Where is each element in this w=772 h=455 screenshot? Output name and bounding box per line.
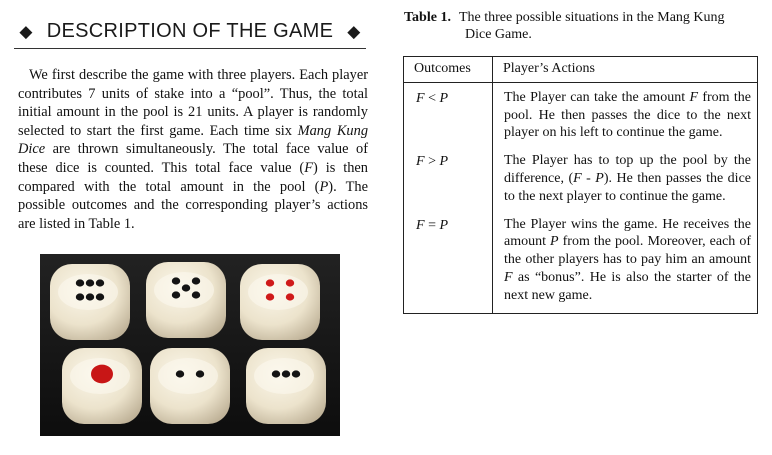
variable-p: P bbox=[319, 178, 329, 195]
die-pip bbox=[176, 370, 184, 377]
die-pip bbox=[286, 293, 294, 300]
action-cell bbox=[493, 146, 758, 209]
table-caption bbox=[404, 9, 760, 43]
die-6 bbox=[50, 264, 130, 340]
outcome-operator: = bbox=[424, 217, 440, 233]
die-pip bbox=[86, 293, 94, 300]
game-description-paragraph bbox=[18, 66, 368, 233]
table-row bbox=[404, 210, 758, 313]
die-highlight bbox=[58, 274, 118, 310]
paragraph-text-2: are thrown simultaneously. The total face value of these dice is counted. This total face value ( bbox=[18, 141, 368, 176]
die-4 bbox=[240, 264, 320, 340]
die-pip bbox=[182, 284, 190, 291]
outcome-f: F bbox=[416, 154, 425, 170]
action-text: The Player has to top up the pool by the difference, ( bbox=[504, 153, 751, 186]
die-pip bbox=[172, 291, 180, 298]
die-pip bbox=[266, 279, 274, 286]
action-variable: F bbox=[689, 89, 698, 105]
die-pip bbox=[172, 277, 180, 284]
section-title: DESCRIPTION OF THE GAME bbox=[46, 19, 334, 42]
action-variable: P bbox=[550, 234, 559, 250]
outcome-operator: > bbox=[424, 154, 440, 170]
paragraph-text-3: ) is then compared with the total amount in the pool ( bbox=[18, 159, 368, 195]
header-actions: Player’s Actions bbox=[493, 57, 758, 83]
caption-line-1: The three possible situations in the Mang Kung bbox=[458, 10, 725, 25]
die-pip bbox=[196, 370, 204, 377]
section-heading bbox=[14, 14, 366, 49]
die-pip bbox=[286, 279, 294, 286]
variable-f: F bbox=[304, 159, 314, 176]
action-text: as “bonus”. He is also the starter of the next new game. bbox=[504, 269, 751, 303]
die-pip bbox=[76, 293, 84, 300]
die-pip bbox=[266, 293, 274, 300]
die-highlight bbox=[248, 274, 308, 310]
table-header-row bbox=[404, 57, 758, 83]
outcome-p: P bbox=[439, 90, 449, 106]
table-row bbox=[404, 146, 758, 209]
action-text: The Player can take the amount bbox=[504, 89, 690, 105]
dice-photo bbox=[40, 254, 340, 436]
outcome-cell bbox=[404, 82, 493, 146]
die-pip bbox=[76, 279, 84, 286]
die-pip bbox=[282, 370, 290, 377]
table-number: Table 1. bbox=[404, 10, 451, 25]
action-cell bbox=[493, 210, 758, 313]
die-pip bbox=[96, 293, 104, 300]
die-5 bbox=[146, 262, 226, 338]
paragraph-text-1: We first describe the game with three players. Each player contributes 7 units of stake into a “pool”. Thus, the total initial amount in the pool is 21 units. A player is randomly selected to start the first game. Each time six bbox=[18, 67, 368, 139]
outcome-f: F bbox=[416, 90, 425, 106]
die-pip bbox=[192, 291, 200, 298]
outcomes-table bbox=[403, 56, 758, 314]
die-2 bbox=[150, 348, 230, 424]
die-pip bbox=[91, 365, 113, 384]
header-outcomes: Outcomes bbox=[404, 57, 493, 83]
die-1 bbox=[62, 348, 142, 424]
outcome-p: P bbox=[439, 154, 449, 170]
die-pip bbox=[96, 279, 104, 286]
outcome-operator: < bbox=[424, 90, 440, 106]
dice-name: Mang Kung Dice bbox=[18, 122, 369, 158]
paragraph-text-4: ). The possible outcomes and the corresponding player’s actions are listed in Table 1. bbox=[18, 178, 368, 232]
die-pip bbox=[86, 279, 94, 286]
action-variable: F bbox=[504, 269, 513, 285]
table-row bbox=[404, 82, 758, 146]
action-variable: F - P bbox=[573, 170, 604, 186]
action-text: from the pool. He then passes the dice to the next player on his left to continue the game. bbox=[504, 89, 752, 141]
caption-line-2: Dice Game. bbox=[465, 27, 532, 42]
die-3 bbox=[246, 348, 326, 424]
outcome-f: F bbox=[416, 217, 425, 233]
die-highlight bbox=[158, 358, 218, 394]
die-pip bbox=[292, 370, 300, 377]
outcome-cell bbox=[404, 146, 493, 209]
outcome-cell bbox=[404, 210, 493, 313]
die-pip bbox=[272, 370, 280, 377]
action-cell bbox=[493, 82, 758, 146]
action-text: from the pool. Moreover, each of the other players has to pay him an amount bbox=[504, 234, 752, 268]
action-text: ). He then passes the dice to the next player to continue the game. bbox=[504, 170, 751, 204]
left-diamond-icon: ◆ bbox=[19, 21, 33, 41]
right-diamond-icon: ◆ bbox=[347, 21, 361, 41]
action-text: The Player wins the game. He receives the amount bbox=[504, 216, 751, 250]
die-pip bbox=[192, 277, 200, 284]
outcome-p: P bbox=[439, 217, 449, 233]
